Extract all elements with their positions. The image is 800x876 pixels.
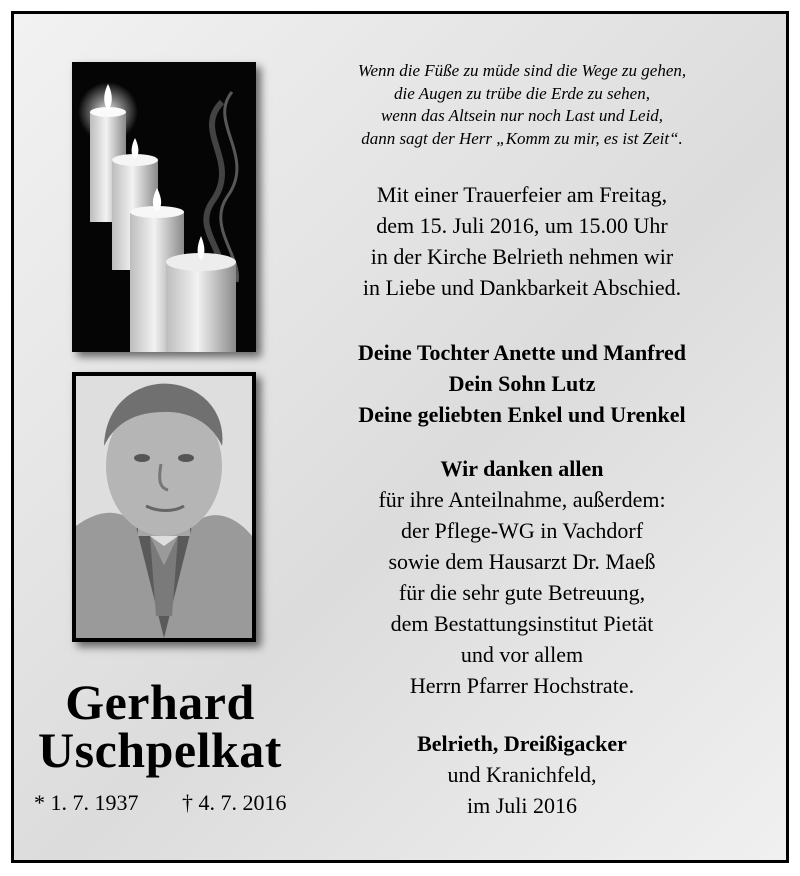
thanks-section	[292, 453, 752, 701]
thanks-line: für die sehr gute Betreuung,	[398, 580, 646, 605]
family-line: Deine Tochter Anette und Manfred	[358, 340, 686, 365]
poem-line: Wenn die Füße zu müde sind die Wege zu gehen,	[357, 61, 687, 80]
candles-image	[72, 62, 256, 352]
birth-date: * 1. 7. 1937	[34, 790, 139, 815]
thanks-line: dem Bestattungsinstitut Pietät	[390, 611, 654, 636]
thanks-line: der Pflege-WG in Vachdorf	[400, 518, 644, 543]
service-line: in Liebe und Dankbarkeit Abschied.	[362, 275, 682, 300]
service-line: in der Kirche Belrieth nehmen wir	[370, 244, 674, 269]
date-line: im Juli 2016	[466, 793, 577, 818]
family-members	[292, 337, 752, 430]
thanks-line: und vor allem	[460, 642, 584, 667]
service-line: Mit einer Trauerfeier am Freitag,	[376, 182, 668, 207]
service-announcement	[292, 179, 752, 303]
death-date: † 4. 7. 2016	[182, 790, 287, 815]
service-line: dem 15. Juli 2016, um 15.00 Uhr	[376, 213, 668, 238]
places-line: und Kranichfeld,	[447, 762, 597, 787]
poem-line: die Augen zu trübe die Erde zu sehen,	[394, 83, 650, 103]
thanks-line: sowie dem Hausarzt Dr. Maeß	[388, 549, 656, 574]
family-line: Deine geliebten Enkel und Urenkel	[358, 402, 686, 427]
places-signature	[292, 728, 752, 821]
deceased-first-name: Gerhard	[65, 674, 255, 730]
thanks-heading: Wir danken allen	[440, 456, 604, 481]
poem-line: wenn das Altsein nur noch Last und Leid,	[380, 106, 664, 125]
family-line: Dein Sohn Lutz	[448, 371, 596, 396]
portrait-photo	[72, 372, 256, 642]
places-line: Belrieth, Dreißigacker	[417, 731, 627, 756]
poem	[292, 60, 752, 150]
poem-line: dann sagt der Herr „Komm zu mir, es ist Zeit“.	[361, 128, 683, 148]
thanks-line: für ihre Anteilnahme, außerdem:	[378, 487, 666, 512]
thanks-line: Herrn Pfarrer Hochstrate.	[409, 673, 635, 698]
deceased-last-name: Uschpelkat	[38, 722, 282, 778]
